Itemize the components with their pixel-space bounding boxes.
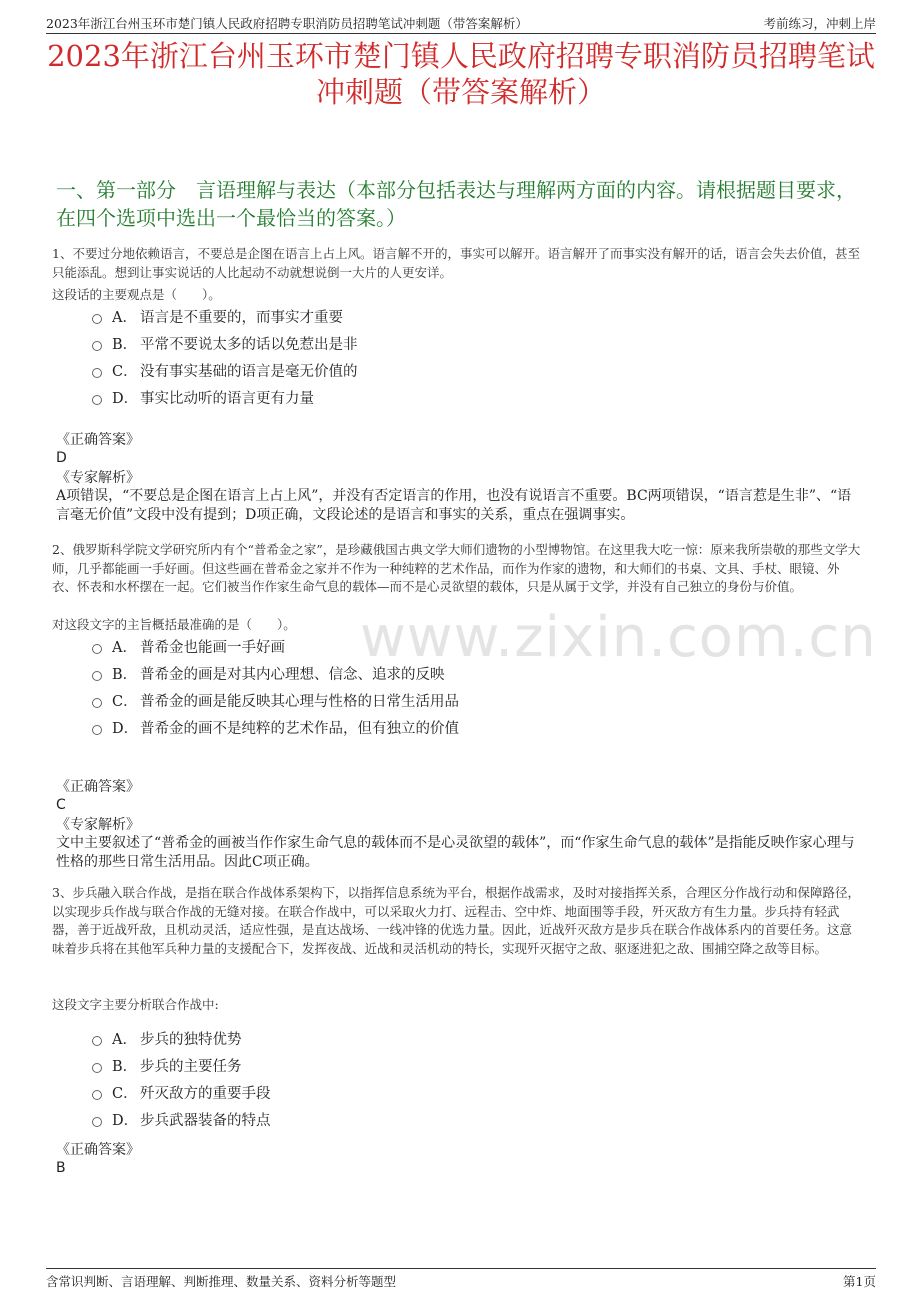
question-2-option-a[interactable]: A． 普希金也能画一手好画 xyxy=(92,638,285,658)
page-title: 2023年浙江台州玉环市楚门镇人民政府招聘专职消防员招聘笔试冲刺题（带答案解析） xyxy=(47,39,875,109)
radio-icon[interactable] xyxy=(92,368,102,378)
question-1-answer: D xyxy=(56,450,67,466)
section-heading: 一、第一部分 言语理解与表达（本部分包括表达与理解两方面的内容。请根据题目要求，在四个选项中选出一个最恰当的答案。） xyxy=(56,178,856,230)
question-1-option-c[interactable]: C． 没有事实基础的语言是毫无价值的 xyxy=(92,362,358,382)
question-1-analysis-label: 《专家解析》 xyxy=(56,470,140,486)
question-2-answer-label: 《正确答案》 xyxy=(56,779,140,795)
question-2-option-b[interactable]: B． 普希金的画是对其内心理想、信念、追求的反映 xyxy=(92,665,445,685)
question-2-analysis-label: 《专家解析》 xyxy=(56,817,140,833)
question-1-option-d[interactable]: D． 事实比动听的语言更有力量 xyxy=(92,389,314,409)
header-divider xyxy=(46,33,876,34)
radio-icon[interactable] xyxy=(92,725,102,735)
radio-icon[interactable] xyxy=(92,341,102,351)
page-header xyxy=(46,10,876,32)
question-3-answer: B xyxy=(56,1160,66,1176)
question-2-analysis: 文中主要叙述了“普希金的画被当作作家生命气息的载体而不是心灵欲望的载体”，而“作家生命气息的载体”是指能反映作家心理与性格的那些日常生活用品。因此C项正确。 xyxy=(56,835,855,870)
question-1-option-a[interactable]: A． 语言是不重要的，而事实才重要 xyxy=(92,308,343,328)
radio-icon[interactable] xyxy=(92,698,102,708)
header-doc-title: 2023年浙江台州玉环市楚门镇人民政府招聘专职消防员招聘笔试冲刺题（带答案解析） xyxy=(46,16,528,31)
question-1-stem: 1、不要过分地依赖语言，不要总是企图在语言上占上风。语言解不开的，事实可以解开。语言解开了而事实没有解开的话，语言会失去价值，甚至只能添乱。想到让事实说话的人比起动不动就想说倒一大片的人更安详。 xyxy=(52,246,860,280)
question-3-option-b[interactable]: B． 步兵的主要任务 xyxy=(92,1057,242,1077)
watermark: www.zixin.com.cn xyxy=(360,605,877,670)
question-3-prompt: 这段文字主要分析联合作战中: xyxy=(52,997,219,1012)
question-3-option-a[interactable]: A． 步兵的独特优势 xyxy=(92,1030,242,1050)
question-3-stem: 3、步兵融入联合作战，是指在联合作战体系架构下，以指挥信息系统为平台，根据作战需求，及时对接指挥关系，合理区分作战行动和保障路径，以实现步兵作战与联合作战的无缝对接。在联合作战中，可以采取火力打、远程击、空中炸、地面围等手段，歼灭敌方有生力量。步兵持有轻武器，善于近战歼敌，且机动灵活，适应性强，是直达战场、一线冲锋的优选力量。因此，近战歼灭敌方是步兵在联合作战体系内的首要任务。这意味着步兵将在其他军兵种力量的支援配合下，发挥夜战、近战和灵活机动的特长，实现歼灭据守之敌、驱逐进犯之敌、围捕空降之敌等目标。 xyxy=(52,885,860,956)
question-1-analysis: A项错误，“不要总是企图在语言上占上风”，并没有否定语言的作用，也没有说语言不重要。BC两项错误，“语言惹是生非”、“语言毫无价值”文段中没有提到；D项正确，文段论述的是语言和事实的关系，重点在强调事实。 xyxy=(56,488,852,523)
radio-icon[interactable] xyxy=(92,395,102,405)
question-2-option-c[interactable]: C． 普希金的画是能反映其心理与性格的日常生活用品 xyxy=(92,692,459,712)
radio-icon[interactable] xyxy=(92,644,102,654)
question-2-answer: C xyxy=(56,797,66,813)
question-3-answer-label: 《正确答案》 xyxy=(56,1142,140,1158)
radio-icon[interactable] xyxy=(92,1036,102,1046)
question-1-answer-label: 《正确答案》 xyxy=(56,432,140,448)
question-1-prompt: 这段话的主要观点是（ ）。 xyxy=(52,287,221,302)
radio-icon[interactable] xyxy=(92,1090,102,1100)
radio-icon[interactable] xyxy=(92,671,102,681)
question-3-option-d[interactable]: D． 步兵武器装备的特点 xyxy=(92,1111,271,1131)
question-1-option-b[interactable]: B． 平常不要说太多的话以免惹出是非 xyxy=(92,335,358,355)
question-2-prompt: 对这段文字的主旨概括最准确的是（ ）。 xyxy=(52,617,296,632)
radio-icon[interactable] xyxy=(92,1063,102,1073)
radio-icon[interactable] xyxy=(92,1117,102,1127)
footer-description: 含常识判断、言语理解、判断推理、数量关系、资料分析等题型 xyxy=(46,1274,397,1289)
question-2-stem: 2、俄罗斯科学院文学研究所内有个“普希金之家”，是珍藏俄国古典文学大师们遗物的小型博物馆。在这里我大吃一惊：原来我所崇敬的那些文学大师，几乎都能画一手好画。但这些画在普希金之家并不作为一种纯粹的艺术作品，而作为作家的遗物，和大师们的书桌、文具、手杖、眼镜、外衣、怀表和水杯摆在一起。它们被当作作家生命气息的载体—而不是心灵欲望的载体，只是从属于文学，并没有自己独立的身份与价值。 xyxy=(52,542,861,594)
footer-divider xyxy=(46,1268,876,1269)
header-slogan: 考前练习，冲刺上岸 xyxy=(763,16,876,31)
page-number: 第1页 xyxy=(843,1274,876,1289)
radio-icon[interactable] xyxy=(92,314,102,324)
question-2-option-d[interactable]: D． 普希金的画不是纯粹的艺术作品，但有独立的价值 xyxy=(92,719,459,739)
question-3-option-c[interactable]: C． 歼灭敌方的重要手段 xyxy=(92,1084,271,1104)
